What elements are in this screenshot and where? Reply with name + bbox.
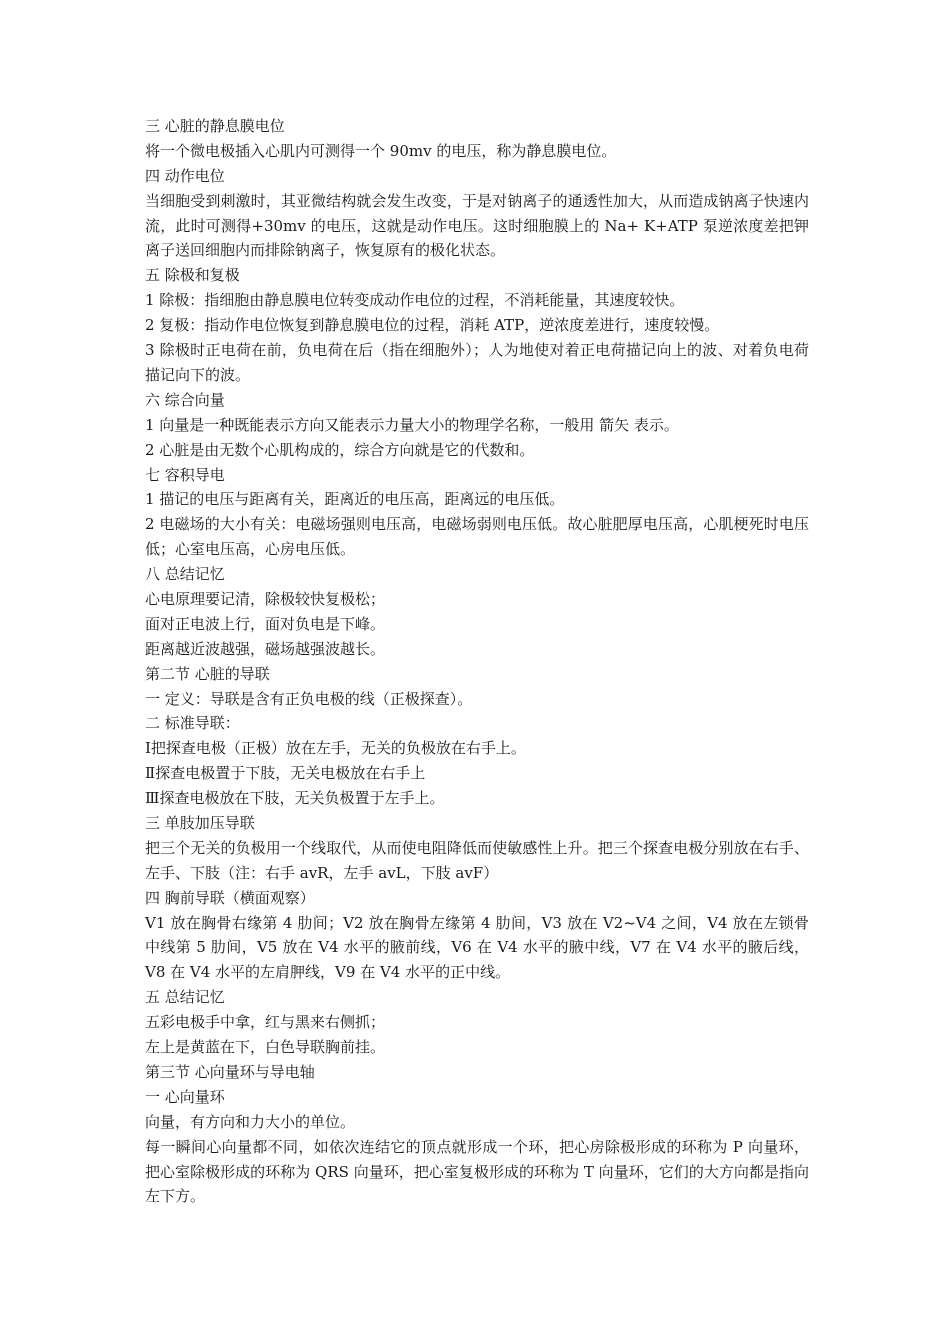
paragraph: 3 除极时正电荷在前，负电荷在后（指在细胞外）；人为地使对着正电荷描记向上的波、对着负电荷描记向下的波。 (145, 341, 809, 384)
text-line: 将一个微电极插入心肌内可测得一个 90mv 的电压，称为静息膜电位。 (145, 141, 617, 160)
text-line: Ⅰ把探查电极（正极）放在左手，无关的负极放在右手上。 (145, 739, 526, 758)
section-heading: 七 容积导电 (145, 465, 225, 484)
section-heading: 八 总结记忆 (145, 565, 225, 584)
text-line: 1 描记的电压与距离有关，距离近的电压高，距离远的电压低。 (145, 490, 565, 509)
section-heading: 第三节 心向量环与导电轴 (145, 1062, 315, 1081)
text-line: 五彩电极手中拿，红与黑来右侧抓； (145, 1013, 386, 1032)
document-page (145, 114, 809, 1209)
text-line: 距离越近波越强，磁场越强波越长。 (145, 639, 386, 658)
section-heading: 二 标准导联： (145, 714, 240, 733)
text-line: 一 定义：导联是含有正负电极的线（正极探查）。 (145, 689, 473, 708)
text-line: 1 除极：指细胞由静息膜电位转变成动作电位的过程，不消耗能量，其速度较快。 (145, 291, 685, 310)
text-line: Ⅲ探查电极放在下肢，无关负极置于左手上。 (145, 789, 445, 808)
section-heading: 一 心向量环 (145, 1087, 225, 1106)
paragraph: V1 放在胸骨右缘第 4 肋间；V2 放在胸骨左缘第 4 肋间，V3 放在 V2~V4 之间，V4 放在左锁骨中线第 5 肋间，V5 放在 V4 水平的腋前线，V6 在 V4 水平的腋中线，V7 在 V4 水平的腋后线，V8 在 V4 水平的左肩胛线，V9 在 V4 水平的正中线。 (145, 913, 809, 982)
section-heading: 三 单肢加压导联 (145, 813, 255, 832)
section-heading: 三 心脏的静息膜电位 (145, 117, 285, 135)
section-heading: 六 综合向量 (145, 390, 225, 409)
section-heading: 第二节 心脏的导联 (145, 664, 270, 683)
paragraph: 把三个无关的负极用一个线取代，从而使电阻降低而使敏感性上升。把三个探查电极分别放在右手、左手、下肢（注：右手 avR，左手 avL，下肢 avF） (145, 838, 809, 882)
text-line: Ⅱ探查电极置于下肢，无关电极放在右手上 (145, 764, 426, 783)
text-line: 向量，有方向和力大小的单位。 (145, 1112, 356, 1131)
paragraph: 当细胞受到刺激时，其亚微结构就会发生改变，于是对钠离子的通透性加大，从而造成钠离子快速内流，此时可测得+30mv 的电压，这就是动作电压。这时细胞膜上的 Na+ K+ATP 泵逆浓度差把钾离子送回细胞内而排除钠离子，恢复原有的极化状态。 (145, 191, 809, 260)
section-heading: 五 除极和复极 (145, 266, 240, 285)
text-line: 面对正电波上行，面对负电是下峰。 (145, 614, 386, 633)
section-heading: 四 胸前导联（横面观察） (145, 888, 315, 907)
paragraph: 每一瞬间心向量都不同，如依次连结它的顶点就形成一个环，把心房除极形成的环称为 P 向量环，把心室除极形成的环称为 QRS 向量环，把心室复极形成的环称为 T 向量环，它们的大方向都是指向左下方。 (145, 1137, 809, 1206)
paragraph: 2 电磁场的大小有关：电磁场强则电压高，电磁场弱则电压低。故心脏肥厚电压高，心肌梗死时电压低；心室电压高，心房电压低。 (145, 515, 809, 559)
section-heading: 五 总结记忆 (145, 988, 225, 1007)
text-line: 2 复极：指动作电位恢复到静息膜电位的过程，消耗 ATP，逆浓度差进行，速度较慢。 (145, 316, 720, 335)
text-line: 心电原理要记清，除极较快复极松； (145, 589, 386, 608)
text-line: 左上是黄蓝在下，白色导联胸前挂。 (145, 1038, 386, 1057)
text-line: 2 心脏是由无数个心肌构成的，综合方向就是它的代数和。 (145, 440, 535, 459)
text-line: 1 向量是一种既能表示方向又能表示力量大小的物理学名称，一般用 箭矢 表示。 (145, 415, 679, 434)
section-heading: 四 动作电位 (145, 166, 225, 185)
